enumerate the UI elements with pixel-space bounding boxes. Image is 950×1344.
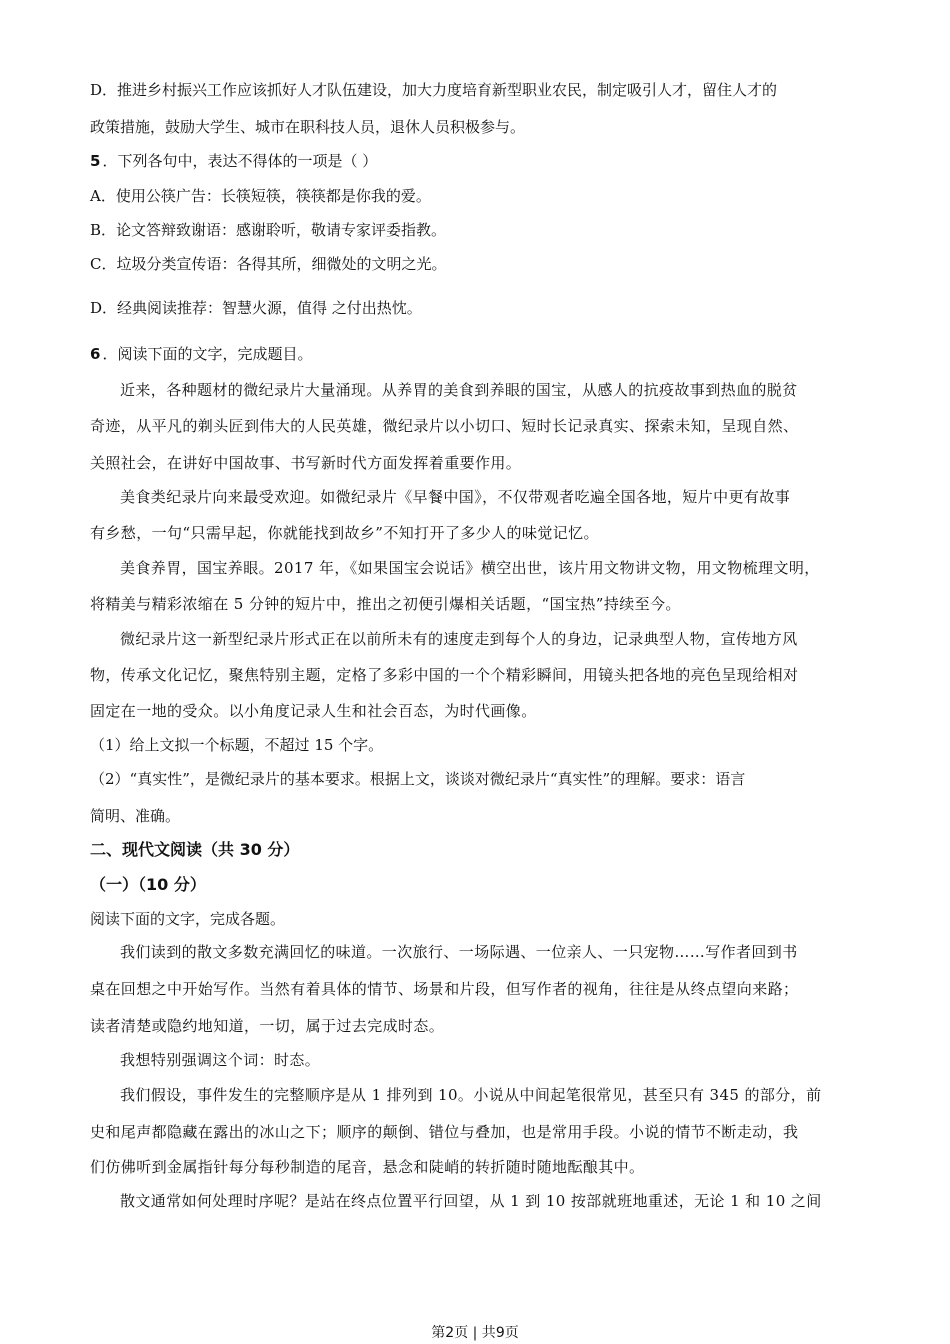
q5-number: 5: [90, 152, 101, 170]
q6-passage-line: 奇迹，从平凡的剃头匠到伟大的人民英雄，微纪录片以小切口、短时长记录真实、探索未知，呈现自然、: [90, 417, 799, 435]
total-page-number: 9: [495, 1325, 505, 1341]
passage-line: 读者清楚或隐约地知道，一切，属于过去完成时态。: [90, 1017, 445, 1035]
q6-passage-line: 将精美与精彩浓缩在 5 分钟的短片中，推出之初便引爆相关话题，“国宝热”持续至今。: [90, 595, 681, 613]
q5-stem: [90, 151, 377, 171]
reading-instruction: 阅读下面的文字，完成各题。: [90, 910, 286, 928]
q6-passage-line: 物，传承文化记忆，聚焦特别主题，定格了多彩中国的一个个精彩瞬间，用镜头把各地的亮色呈现给相对: [90, 666, 799, 684]
q6-passage-line: 固定在一地的受众。以小角度记录人生和社会百态，为时代画像。: [90, 702, 537, 720]
passage-line: 我们读到的散文多数充满回忆的味道。一次旅行、一场际遇、一位亲人、一只宠物……写作者回到书: [120, 943, 798, 961]
q4-option-d-line1: D．推进乡村振兴工作应该抓好人才队伍建设，加大力度培育新型职业农民，制定吸引人才，留住人才的: [90, 81, 778, 99]
footer-suffix: 页: [504, 1325, 519, 1341]
page-footer: [0, 1324, 950, 1342]
passage-line: 们仿佛听到金属指针每分每秒制造的尾音，悬念和陡峭的转折随时随地酝酿其中。: [90, 1158, 645, 1176]
q6-subquestion-2-line2: 简明、准确。: [90, 807, 181, 825]
q6-number: 6: [90, 345, 101, 363]
section-title: 二、现代文阅读（共 30 分）: [90, 840, 300, 859]
q6-stem-text: ．阅读下面的文字，完成题目。: [102, 345, 313, 363]
q6-passage-line: 美食类纪录片向来最受欢迎。如微纪录片《早餐中国》，不仅带观者吃遍全国各地，短片中更有故事: [120, 488, 791, 506]
q5-option-a: A．使用公筷广告：长筷短筷，筷筷都是你我的爱。: [90, 187, 431, 205]
footer-prefix: 第: [431, 1325, 446, 1341]
q6-subquestion-2-line1: （2）“真实性”，是微纪录片的基本要求。根据上文，谈谈对微纪录片“真实性”的理解。要求：语言: [90, 770, 746, 788]
q4-option-d-line2: 政策措施，鼓励大学生、城市在职科技人员，退休人员积极参与。: [90, 118, 526, 136]
passage-line: 我想特别强调这个词：时态。: [120, 1051, 321, 1069]
footer-middle: 页 | 共: [454, 1325, 496, 1341]
q6-passage-line: 关照社会，在讲好中国故事、书写新时代方面发挥着重要作用。: [90, 454, 522, 472]
q6-passage-line: 美食养胃，国宝养眼。2017 年，《如果国宝会说话》横空出世，该片用文物讲文物，用文物梳理文明，: [120, 559, 820, 577]
passage-line: 散文通常如何处理时序呢？是站在终点位置平行回望，从 1 到 10 按部就班地重述，无论 1 和 10 之间: [120, 1192, 822, 1210]
q6-passage-line: 微纪录片这一新型纪录片形式正在以前所未有的速度走到每个人的身边，记录典型人物，宣传地方风: [120, 630, 798, 648]
q5-stem-text: ．下列各句中，表达不得体的一项是（ ）: [102, 152, 378, 170]
q5-option-d: D．经典阅读推荐：智慧火源，值得 之付出热忱。: [90, 299, 422, 317]
passage-line: 史和尾声都隐藏在露出的冰山之下；顺序的颠倒、错位与叠加，也是常用手段。小说的情节不断走动，我: [90, 1123, 799, 1141]
q5-option-b: B．论文答辩致谢语：感谢聆听，敬请专家评委指教。: [90, 221, 447, 239]
current-page-number: 2: [445, 1325, 455, 1341]
passage-line: 桌在回想之中开始写作。当然有着具体的情节、场景和片段，但写作者的视角，往往是从终点望向来路；: [90, 980, 799, 998]
q5-option-c: C．垃圾分类宣传语：各得其所，细微处的文明之光。: [90, 255, 447, 273]
q6-passage-line: 近来，各种题材的微纪录片大量涌现。从养胃的美食到养眼的国宝，从感人的抗疫故事到热血的脱贫: [120, 381, 798, 399]
part-title: （一）（10 分）: [90, 875, 206, 894]
q6-passage-line: 有乡愁，一句“只需早起，你就能找到故乡”不知打开了多少人的味觉记忆。: [90, 524, 599, 542]
q6-subquestion-1: （1）给上文拟一个标题，不超过 15 个字。: [90, 736, 384, 754]
q6-stem: [90, 344, 312, 364]
passage-line: 我们假设，事件发生的完整顺序是从 1 排列到 10。小说从中间起笔很常见，甚至只有 345 的部分，前: [120, 1086, 822, 1104]
